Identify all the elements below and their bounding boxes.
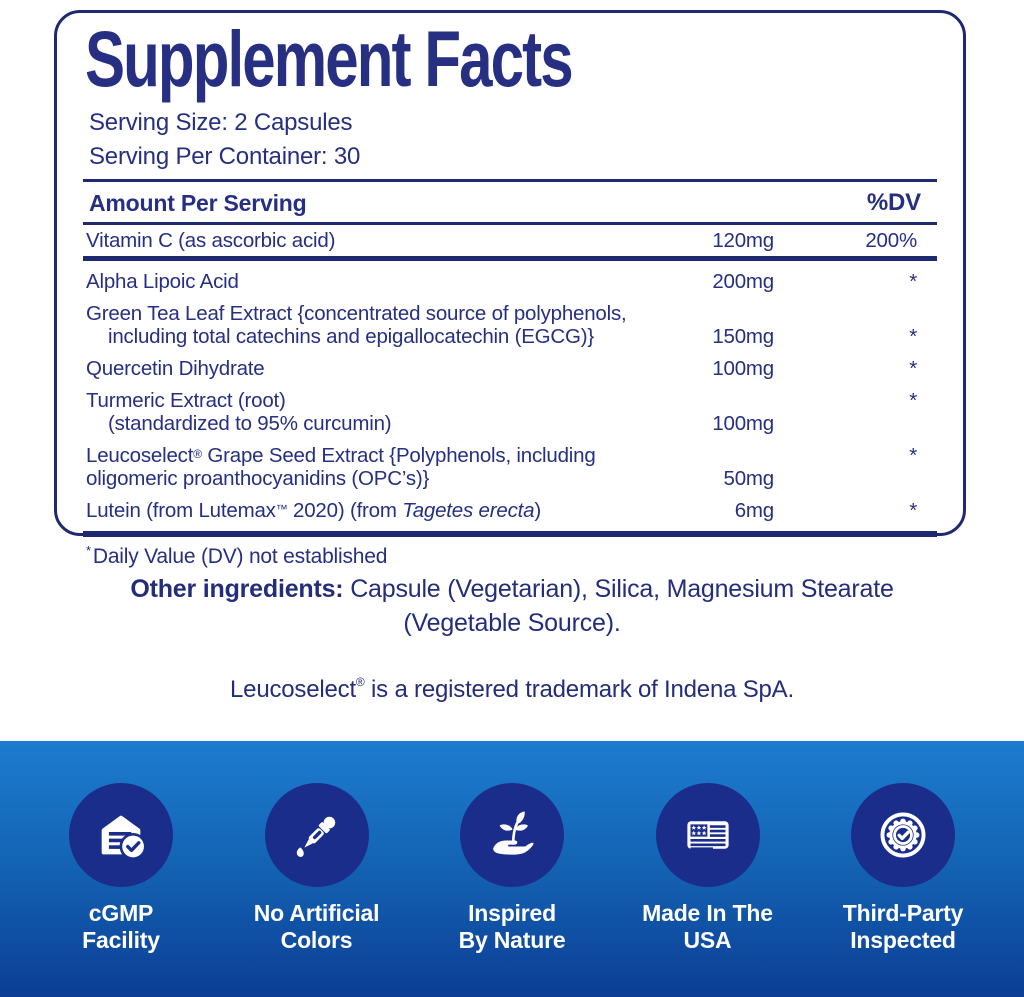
ingredient-name-part: ) bbox=[534, 499, 541, 523]
supplement-facts-panel bbox=[54, 10, 966, 568]
badge-inspired-by-nature bbox=[421, 783, 603, 997]
other-ingredients bbox=[0, 572, 1024, 640]
ingredient-name: Vitamin C (as ascorbic acid) bbox=[86, 228, 336, 252]
usa-flag-icon bbox=[678, 805, 738, 865]
ingredient-name-part: Lutein (from Lutemax bbox=[86, 499, 276, 523]
ingredient-name bbox=[83, 444, 679, 467]
ingredient-name: Turmeric Extract (root) bbox=[86, 389, 286, 413]
ingredient-name: Green Tea Leaf Extract {concentrated source of polyphenols, bbox=[86, 302, 627, 326]
ingredient-name-line2: (standardized to 95% curcumin) bbox=[108, 412, 392, 436]
badge-circle bbox=[265, 783, 369, 887]
other-ingredients-label: Other ingredients: bbox=[130, 575, 344, 603]
badge-label-line2: By Nature bbox=[458, 927, 566, 953]
table-row-alpha-lipoic bbox=[83, 270, 937, 293]
ingredient-amount: 120mg bbox=[712, 228, 774, 252]
footnote-text: Daily Value (DV) not established bbox=[92, 544, 388, 568]
ingredient-name: Quercetin Dihydrate bbox=[86, 357, 265, 381]
ingredient-amount: 50mg bbox=[723, 467, 774, 491]
servings-per-container: Serving Per Container: 30 bbox=[89, 142, 361, 170]
badge-circle bbox=[851, 783, 955, 887]
ingredient-amount: 6mg bbox=[734, 499, 774, 523]
benefits-footer bbox=[0, 741, 1024, 997]
trademark-note bbox=[0, 676, 1024, 704]
trademark-rest: is a registered trademark of Indena SpA. bbox=[364, 676, 794, 703]
ingredient-dv: * bbox=[909, 357, 917, 381]
badge-no-artificial-colors bbox=[226, 783, 408, 997]
badge-cgmp-facility bbox=[30, 783, 212, 997]
table-row-lutein bbox=[83, 499, 937, 522]
ingredient-amount: 150mg bbox=[712, 325, 774, 349]
badge-check-icon bbox=[874, 806, 932, 864]
factory-check-icon bbox=[92, 806, 150, 864]
dv-footnote bbox=[83, 537, 937, 569]
other-ingredients-line1: Capsule (Vegetarian), Silica, Magnesium Stearate bbox=[350, 575, 894, 603]
badge-label bbox=[642, 900, 773, 954]
ingredient-dv: * bbox=[909, 270, 917, 294]
divider bbox=[83, 256, 937, 262]
species-name: Tagetes erecta bbox=[402, 499, 535, 523]
badge-label bbox=[254, 900, 380, 954]
registered-mark: ® bbox=[355, 675, 365, 689]
ingredient-dv: * bbox=[909, 499, 917, 523]
table-row-leucoselect bbox=[83, 444, 937, 490]
badge-label-line1: Made In The bbox=[642, 900, 773, 926]
table-row-green-tea bbox=[83, 302, 937, 348]
trademark-brand: Leucoselect bbox=[230, 676, 356, 703]
badge-circle bbox=[69, 783, 173, 887]
table-row-vitamin-c bbox=[83, 225, 937, 256]
ingredient-dv: * bbox=[909, 325, 917, 349]
serving-size: Serving Size: 2 Capsules bbox=[89, 108, 353, 136]
badge-circle bbox=[656, 783, 760, 887]
badge-made-in-usa bbox=[617, 783, 799, 997]
badge-label-line1: Third-Party bbox=[842, 900, 964, 926]
ingredient-amount: 100mg bbox=[712, 412, 774, 436]
badge-label-line1: No Artificial bbox=[253, 900, 380, 926]
other-ingredients-line2: (Vegetable Source). bbox=[403, 609, 621, 637]
footnote-asterisk: * bbox=[86, 542, 91, 558]
registered-mark: ® bbox=[193, 447, 202, 462]
ingredient-name: Alpha Lipoic Acid bbox=[86, 270, 239, 294]
badge-third-party-inspected bbox=[812, 783, 994, 997]
badge-label bbox=[82, 900, 160, 954]
ingredient-amount: 200mg bbox=[712, 270, 774, 294]
badge-label-line1: Inspired bbox=[468, 900, 556, 926]
ingredient-name-line2: including total catechins and epigallocatechin (EGCG)} bbox=[108, 325, 595, 349]
hand-plant-icon bbox=[483, 806, 541, 864]
amount-per-serving-header: Amount Per Serving bbox=[89, 189, 307, 216]
badge-label bbox=[459, 900, 566, 954]
table-row-turmeric bbox=[83, 389, 937, 435]
badge-label-line2: Facility bbox=[82, 927, 160, 953]
badge-label-line2: Colors bbox=[280, 927, 353, 953]
badge-label-line1: cGMP bbox=[88, 900, 154, 926]
table-header-row bbox=[83, 182, 937, 222]
brand-name: Leucoselect bbox=[86, 444, 194, 468]
ingredient-name-line2: oligomeric proanthocyanidins (OPC’s)} bbox=[86, 467, 430, 491]
ingredient-dv: * bbox=[909, 389, 917, 413]
trademark-mark: ™ bbox=[275, 502, 288, 517]
ingredient-name-part: 2020) (from bbox=[287, 499, 403, 523]
badge-circle bbox=[460, 783, 564, 887]
dv-header: %DV bbox=[866, 188, 921, 216]
badge-label bbox=[843, 900, 963, 954]
ingredient-dv: * bbox=[909, 444, 917, 468]
ingredient-dv: 200% bbox=[865, 228, 917, 252]
ingredient-name bbox=[83, 499, 679, 522]
ingredient-amount: 100mg bbox=[712, 357, 774, 381]
table-row-quercetin bbox=[83, 357, 937, 380]
page-title: Supplement Facts bbox=[85, 14, 572, 103]
badge-label-line2: Inspected bbox=[850, 927, 956, 953]
dropper-icon bbox=[288, 806, 346, 864]
ingredient-name-rest: Grape Seed Extract {Polyphenols, including bbox=[201, 444, 596, 468]
badge-label-line2: USA bbox=[683, 927, 732, 953]
